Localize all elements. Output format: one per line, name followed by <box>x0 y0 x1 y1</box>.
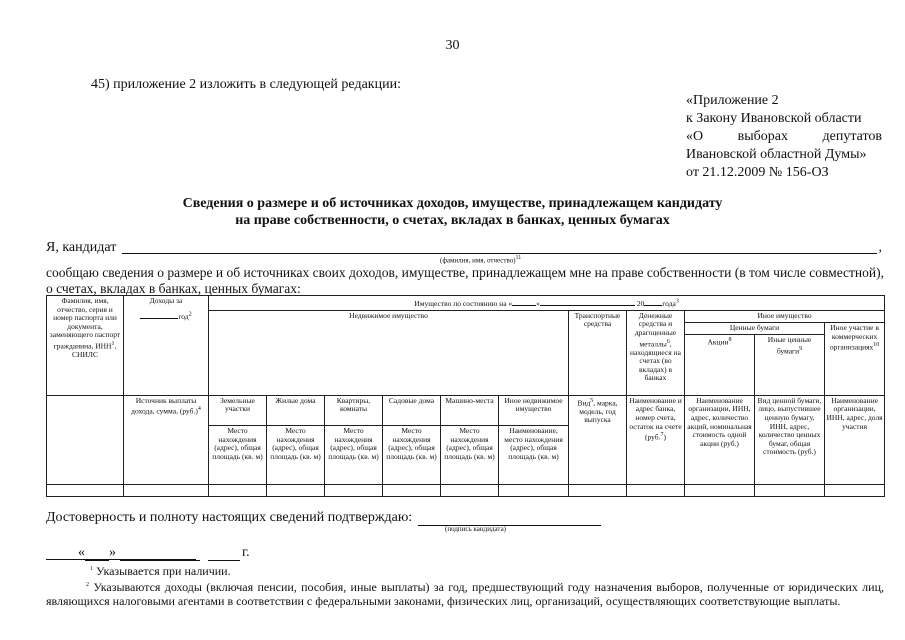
col-other-re: Иное недвижимое имущество <box>499 395 569 425</box>
amendment-lead: 45) приложение 2 изложить в следующей редакции: <box>91 77 401 92</box>
col-transport: Транспортные средства <box>569 310 627 395</box>
col-loc: Место нахождения (адрес), общая площадь (кв. м) <box>209 426 267 485</box>
signature-field[interactable] <box>418 512 601 526</box>
title-line: на праве собственности, о счетах, вкладах в банках, ценных бумагах <box>235 213 670 228</box>
col-vehicle-tail: , марка, модель, год выпуска <box>579 398 618 425</box>
table-cell[interactable] <box>755 484 825 496</box>
table-cell[interactable] <box>441 484 499 496</box>
col-fio-sup: 1 <box>111 340 115 347</box>
candidate-hint-sup: 11 <box>515 255 522 261</box>
appendix-word: депутатов <box>822 129 882 144</box>
col-property <box>209 296 885 311</box>
col-shares-text: Акции <box>707 337 729 347</box>
col-fio-tail: , СНИЛС <box>72 341 117 360</box>
col-garden: Садовые дома <box>383 395 441 425</box>
col-income-sup: 2 <box>188 311 192 318</box>
col-loc: Место нахождения (адрес), общая площадь (кв. м) <box>325 426 383 485</box>
col-other-part-text: Иное участие в коммерческих организациях <box>829 322 879 352</box>
col-houses: Жилые дома <box>267 395 325 425</box>
footnote-divider <box>46 559 196 560</box>
table-cell[interactable] <box>209 484 267 496</box>
col-land: Земельные участки <box>209 395 267 425</box>
table-cell[interactable] <box>685 484 755 496</box>
table-cell[interactable] <box>499 484 569 496</box>
col-src-sup: 4 <box>197 406 201 413</box>
col-loc: Место нахождения (адрес), общая площадь (кв. м) <box>383 426 441 485</box>
table-cell[interactable] <box>627 484 685 496</box>
col-other-part <box>825 322 885 395</box>
col-vehicle-text: Вид <box>577 398 591 408</box>
col-other-sec-sup: 9 <box>799 345 803 352</box>
col-src <box>124 395 209 484</box>
date-year-field[interactable] <box>208 548 240 561</box>
date-close-quote: » <box>109 545 116 560</box>
col-income <box>124 296 209 396</box>
col-bank <box>627 395 685 484</box>
col-vehicle-sup: 5 <box>590 397 594 404</box>
col-flats: Квартиры, комнаты <box>325 395 383 425</box>
property-head-text: Имущество по состоянию на « <box>414 299 513 308</box>
col-bank-tail: ) <box>663 432 666 442</box>
signature-hint: (подпись кандидата) <box>445 525 507 533</box>
appendix-word: «О <box>686 129 704 144</box>
candidate-row <box>46 239 882 256</box>
col-loc-other: Наименование, место нахождения (адрес), общая площадь (кв. м) <box>499 426 569 485</box>
table-cell[interactable] <box>267 484 325 496</box>
candidate-comma: , <box>878 240 882 255</box>
property-month-field[interactable] <box>540 297 635 306</box>
confirm-text: Достоверность и полноту настоящих сведений подтверждаю: <box>46 510 413 525</box>
income-year-field[interactable] <box>140 306 178 319</box>
col-vehicle <box>569 395 627 484</box>
col-loc: Место нахождения (адрес), общая площадь (кв. м) <box>441 426 499 485</box>
table-cell[interactable] <box>47 484 124 496</box>
property-tail: года <box>662 299 676 308</box>
confirm-row <box>46 510 601 526</box>
col-shares-desc: Наименование организации, ИНН, адрес, количество акций, номинальная стоимость одной акции (руб.) <box>685 395 755 484</box>
page-number: 30 <box>445 38 460 53</box>
property-mid: » <box>536 299 540 308</box>
appendix-line: от 21.12.2009 № 156-ОЗ <box>686 165 829 180</box>
income-property-table <box>46 295 885 497</box>
appendix-reference <box>686 92 882 182</box>
col-part-desc: Наименование организации, ИНН, адрес, доля участия <box>825 395 885 484</box>
property-year: 20 <box>636 299 645 308</box>
footnote-1-mark: 1 <box>90 566 93 572</box>
property-sup: 3 <box>675 298 679 305</box>
col-income-text: Доходы за <box>149 296 183 305</box>
col-other-sec-text: Иные ценные бумаги <box>767 335 812 356</box>
property-year-field[interactable] <box>644 297 662 306</box>
title-line: Сведения о размере и об источниках доходов, имуществе, принадлежащем кандидату <box>182 196 723 211</box>
table-cell[interactable] <box>569 484 627 496</box>
property-day-field[interactable] <box>512 297 536 306</box>
col-real-estate: Недвижимое имущество <box>209 310 569 395</box>
col-money-tail: , находящиеся на счетах (во вкладах) в банках <box>630 339 681 383</box>
candidate-hint <box>440 255 521 264</box>
col-shares-sup: 8 <box>728 337 732 344</box>
footnote-1-text: Указывается при наличии. <box>96 564 231 578</box>
col-bank-sup: 7 <box>660 432 664 439</box>
col-other-part-sup: 10 <box>873 342 880 349</box>
date-open-quote: « <box>78 545 85 560</box>
candidate-hint-text: (фамилия, имя, отчество) <box>440 256 516 265</box>
col-other: Иное имущество <box>685 310 885 322</box>
appendix-line: «Приложение 2 <box>686 93 779 108</box>
appendix-word: выборах <box>737 129 788 144</box>
col-bank-text: Наименование и адрес банка, номер счета, остаток на счете (руб. <box>629 395 682 442</box>
candidate-name-field[interactable] <box>122 239 876 254</box>
col-money-sup: 6 <box>666 338 670 345</box>
date-year-suffix: г. <box>242 545 250 560</box>
table-row <box>47 484 885 496</box>
appendix-line: Ивановской областной Думы» <box>686 147 867 162</box>
col-income-year: год <box>178 311 189 321</box>
col-loc: Место нахождения (адрес), общая площадь (кв. м) <box>267 426 325 485</box>
col-money <box>627 310 685 395</box>
col-fio-text: Фамилия, имя, отчество, серия и номер паспорта или документа, заменяющего паспорт гражданина, ИНН <box>49 296 121 351</box>
col-parking: Машино-места <box>441 395 499 425</box>
statement-paragraph: сообщаю сведения о размере и об источниках своих доходов, имуществе, принадлежащем мне на праве собственности (в том числе совместной), о счетах, вкладах в банках, ценных бумагах: <box>46 265 884 296</box>
table-cell[interactable] <box>124 484 209 496</box>
footnote-2 <box>46 578 884 608</box>
col-money-text: Денежные средства и драгоценные металлы <box>634 310 677 349</box>
appendix-line: к Закону Ивановской области <box>686 111 862 126</box>
appendix-line <box>686 128 882 146</box>
col-other-sec <box>755 335 825 396</box>
footnote-1 <box>90 564 231 579</box>
col-src-text: Источник выплаты дохода, сумма, (руб.) <box>131 395 198 416</box>
form-title <box>0 195 905 229</box>
col-shares <box>685 335 755 396</box>
candidate-label: Я, кандидат <box>46 240 117 255</box>
table-cell[interactable] <box>383 484 441 496</box>
footnote-2-text: Указываются доходы (включая пенсии, пособия, иные выплаты) за год, предшествующий году назначения выборов, полученные от юридических лиц, являющихся налоговыми агентами в соответствии с федеральными законами, физических лиц, организаций, осуществляющих соответствующие выплаты. <box>46 580 884 608</box>
col-securities: Ценные бумаги <box>685 322 825 334</box>
col-fio <box>47 296 124 396</box>
footnote-2-mark: 2 <box>86 582 89 588</box>
table-cell[interactable] <box>825 484 885 496</box>
table-cell[interactable] <box>325 484 383 496</box>
col-sec-desc: Вид ценной бумаги, лицо, выпустившее ценную бумагу, ИНН, адрес, количество ценных бумаг, общая стоимость (руб.) <box>755 395 825 484</box>
